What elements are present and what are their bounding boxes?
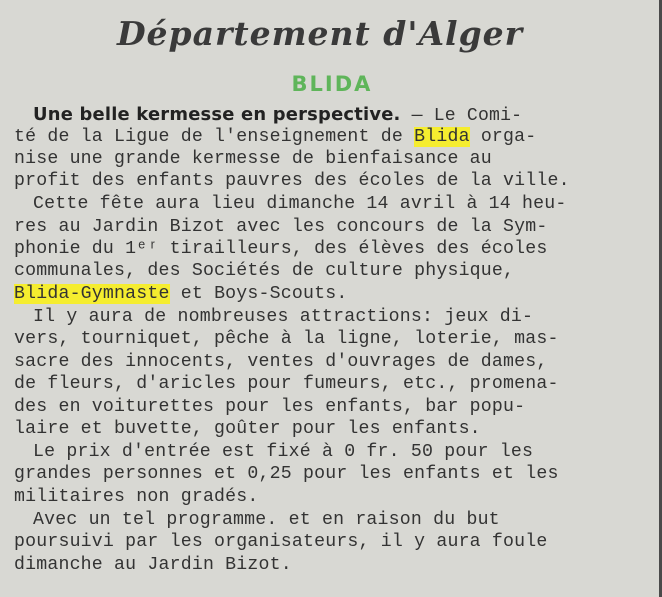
- highlighted-term: Blida: [414, 127, 470, 147]
- article-line: militaires non gradés.: [14, 487, 259, 507]
- article-line: [33, 104, 652, 126]
- article-line: communales, des Sociétés de culture physique,: [14, 261, 515, 281]
- article-line: sacre des innocents, ventes d'ouvrages de dames,: [14, 352, 548, 372]
- article-line: [14, 126, 536, 148]
- article-line: poursuivi par les organisateurs, il y aura foule: [14, 532, 548, 552]
- city-subheading: [0, 72, 662, 96]
- article-line: de fleurs, d'aricles pour fumeurs, etc., promena-: [14, 374, 559, 394]
- article-text: té de la Ligue de l'enseignement de: [14, 127, 415, 147]
- article-line: grandes personnes et 0,25 pour les enfants et les: [14, 464, 559, 484]
- article-line: dimanche au Jardin Bizot.: [14, 555, 292, 575]
- article-line: Il y aura de nombreuses attractions: jeux di-: [33, 307, 534, 327]
- article-line: [14, 283, 347, 305]
- article-line: nise une grande kermesse de bienfaisance au: [14, 149, 492, 169]
- article-text: et Boys-Scouts.: [169, 284, 348, 304]
- city-subheading-text: BLIDA: [291, 72, 373, 96]
- article-title: Une belle kermesse en perspective.: [33, 104, 401, 125]
- article-line: profit des enfants pauvres des écoles de la ville.: [14, 171, 570, 191]
- article-line: res au Jardin Bizot avec les concours de la Sym-: [14, 217, 548, 237]
- article-line: des en voiturettes pour les enfants, bar popu-: [14, 397, 526, 417]
- article-line: phonie du 1ᵉʳ tirailleurs, des élèves des écoles: [14, 239, 548, 259]
- article-line: Le prix d'entrée est fixé à 0 fr. 50 pour les: [33, 442, 534, 462]
- article-line: Cette fête aura lieu dimanche 14 avril à 14 heu-: [33, 194, 567, 214]
- article-text: — Le Comi-: [400, 106, 523, 126]
- department-heading: Département d'Alger: [116, 14, 524, 53]
- article-line: Avec un tel programme. et en raison du but: [33, 510, 500, 530]
- article-line: vers, tourniquet, pêche à la ligne, loterie, mas-: [14, 329, 559, 349]
- article-text: orga-: [469, 127, 537, 147]
- article-line: laire et buvette, goûter pour les enfants.: [14, 419, 481, 439]
- highlighted-term: Blida-Gymnaste: [14, 284, 170, 304]
